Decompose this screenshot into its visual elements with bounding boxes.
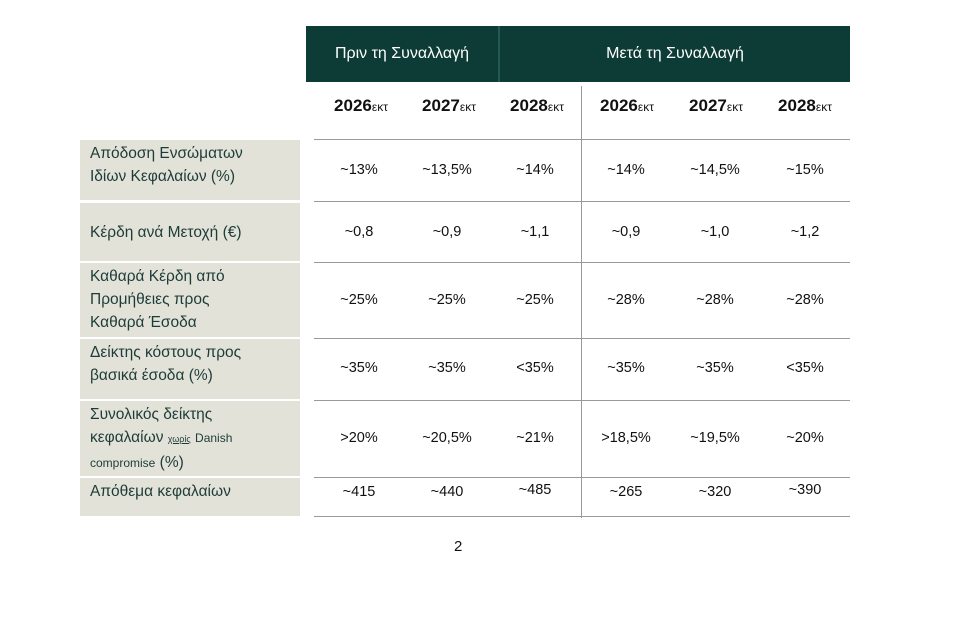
row-label-rotce: Απόδοση Ενσώματων Ιδίων Κεφαλαίων (%) [80, 140, 300, 200]
table-cell: ~21% [516, 430, 554, 446]
table-cell: >18,5% [601, 430, 651, 446]
table-rule [314, 400, 850, 401]
table-rule [314, 338, 850, 339]
header-after-label: Μετά τη Συναλλαγή [606, 45, 744, 62]
row-label-capital-reserve: Απόθεμα κεφαλαίων [80, 478, 300, 516]
table-cell: ~20,5% [422, 430, 472, 446]
table-cell: ~35% [428, 360, 466, 376]
year-header: 2027εκτ [422, 96, 476, 115]
table-cell: ~390 [788, 482, 822, 498]
table-rule [314, 262, 850, 263]
table-cell: ~485 [518, 482, 552, 498]
table-cell: ~35% [696, 360, 734, 376]
table-cell: ~13,5% [422, 162, 472, 178]
year-header: 2027εκτ [689, 96, 743, 115]
table-rule [314, 139, 850, 140]
table-cell: ~415 [342, 484, 376, 500]
table-cell: ~0,9 [611, 224, 641, 240]
table-cell: ~265 [609, 484, 643, 500]
year-header: 2028εκτ [778, 96, 832, 115]
row-label-total-capital: Συνολικός δείκτης κεφαλαίων χωρίς Danish compromise (%) [80, 401, 300, 476]
table-cell: ~14% [607, 162, 645, 178]
table-cell: ~25% [340, 292, 378, 308]
table-cell: ~35% [607, 360, 645, 376]
table-cell: <35% [516, 360, 554, 376]
header-before-label: Πριν τη Συναλλαγή [334, 45, 470, 62]
table-cell: ~20% [786, 430, 824, 446]
table-cell: ~35% [340, 360, 378, 376]
table-cell: ~1,1 [520, 224, 550, 240]
table-cell: >20% [340, 430, 378, 446]
year-header: 2026εκτ [334, 96, 388, 115]
year-header: 2026εκτ [600, 96, 654, 115]
page-number: 2 [454, 538, 463, 555]
table-cell: ~25% [516, 292, 554, 308]
table-cell: ~0,9 [432, 224, 462, 240]
table-cell: ~25% [428, 292, 466, 308]
table-cell: ~15% [786, 162, 824, 178]
row-label-eps: Κέρδη ανά Μετοχή (€) [80, 203, 300, 261]
table-cell: ~13% [340, 162, 378, 178]
table-cell: ~1,0 [700, 224, 730, 240]
header-before-transaction [306, 26, 498, 82]
row-label-fee-income: Καθαρά Κέρδη από Προμήθειες προς Καθαρά Έσοδα [80, 263, 300, 337]
table-cell: ~28% [786, 292, 824, 308]
table-cell: ~14,5% [690, 162, 740, 178]
year-header: 2028εκτ [510, 96, 564, 115]
table-cell: ~19,5% [690, 430, 740, 446]
row-label-cost-income: Δείκτης κόστους προς βασικά έσοδα (%) [80, 339, 300, 399]
table-cell: ~28% [696, 292, 734, 308]
table-cell: ~1,2 [790, 224, 820, 240]
table-cell: <35% [786, 360, 824, 376]
header-after-transaction [500, 26, 850, 82]
table-rule [314, 201, 850, 202]
table-cell: ~28% [607, 292, 645, 308]
table-rule [314, 477, 850, 478]
table-cell: ~0,8 [344, 224, 374, 240]
table-cell: ~14% [516, 162, 554, 178]
table-rule [314, 516, 850, 517]
table-cell: ~440 [430, 484, 464, 500]
table-cell: ~320 [698, 484, 732, 500]
